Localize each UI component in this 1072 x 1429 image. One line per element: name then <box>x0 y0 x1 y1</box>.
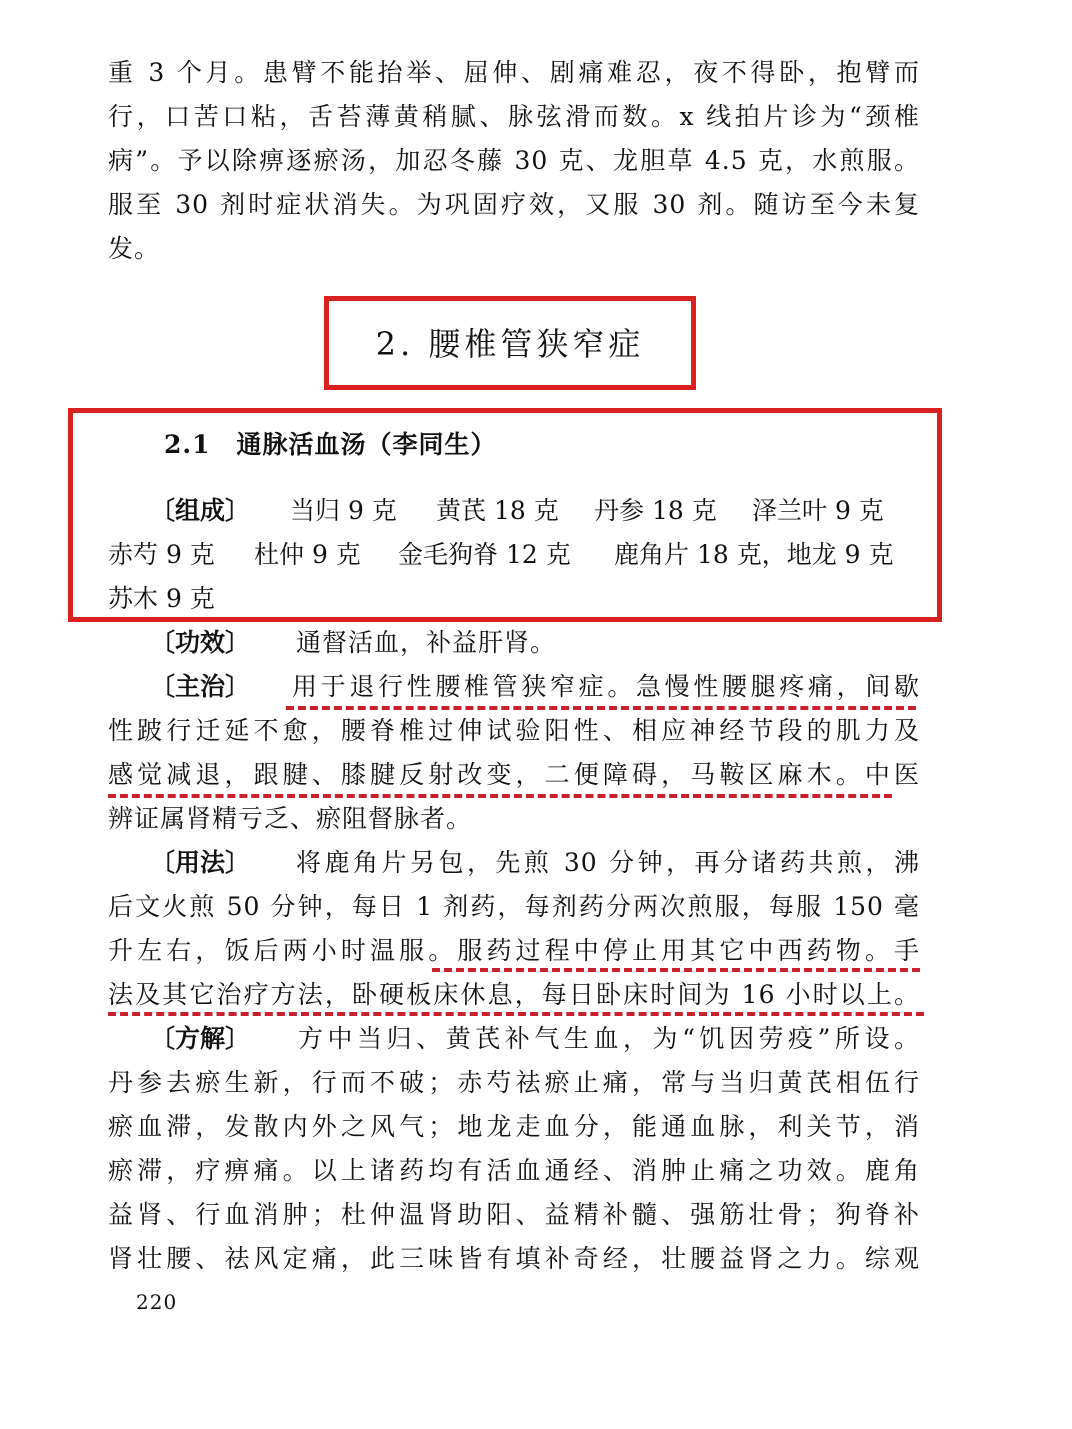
explanation-line-1: 方中当归、黄芪补气生血，为“饥因劳疫”所设。 <box>298 1024 920 1053</box>
explanation-line-4: 瘀滞，疗痹痛。以上诸药均有活血通经、消肿止痛之功效。鹿角 <box>108 1156 920 1185</box>
ingredient-danshen: 丹参 18 克 <box>594 496 717 525</box>
intro-line-1: 重 3 个月。患臂不能抬举、屈伸、剧痛难忍，夜不得卧，抱臂而 <box>108 58 920 87</box>
ingredient-huangqi: 黄芪 18 克 <box>436 496 559 525</box>
efficacy-text: 通督活血，补益肝肾。 <box>296 628 557 657</box>
efficacy-label: 〔功效〕 <box>150 628 251 657</box>
indication-line-3: 感觉减退，跟腱、膝腱反射改变，二便障碍，马鞍区麻木。中医 <box>108 760 920 789</box>
indication-label: 〔主治〕 <box>150 672 251 701</box>
ingredient-chishao: 赤芍 9 克 <box>108 540 215 569</box>
usage-underline-2 <box>108 1012 924 1016</box>
section-title: 2. 腰椎管狭窄症 <box>375 325 645 363</box>
ingredient-sumu: 苏木 9 克 <box>108 584 215 613</box>
usage-line-2: 后文火煎 50 分钟，每日 1 剂药，每剂药分两次煎服，每服 150 毫 <box>108 892 920 921</box>
usage-label: 〔用法〕 <box>150 848 251 877</box>
indication-underline-1 <box>286 706 916 710</box>
ingredient-goujI: 金毛狗脊 12 克 <box>398 540 571 569</box>
indication-line-1: 用于退行性腰椎管狭窄症。急慢性腰腿疼痛，间歇 <box>292 672 920 701</box>
indication-line-2: 性跛行迁延不愈，腰脊椎过伸试验阳性、相应神经节段的肌力及 <box>108 716 920 745</box>
formula-heading: 2.1 通脉活血汤（李同生） <box>164 430 497 459</box>
explanation-line-5: 益肾、行血消肿；杜仲温肾助阳、益精补髓、强筋壮骨；狗脊补 <box>108 1200 920 1229</box>
ingredient-lujiaopian-dilong: 鹿角片 18 克，地龙 9 克 <box>614 540 894 569</box>
explanation-line-2: 丹参去瘀生新，行而不破；赤芍祛瘀止痛，常与当归黄芪相伍行 <box>108 1068 920 1097</box>
ingredient-zelanye: 泽兰叶 9 克 <box>752 496 884 525</box>
page-number: 220 <box>136 1290 178 1314</box>
ingredient-duzhong: 杜仲 9 克 <box>254 540 361 569</box>
usage-line-3: 升左右，饭后两小时温服。服药过程中停止用其它中西药物。手 <box>108 936 920 965</box>
ingredient-danggui: 当归 9 克 <box>290 496 397 525</box>
intro-line-5: 发。 <box>108 234 161 263</box>
explanation-line-3: 瘀血滞，发散内外之风气；地龙走血分，能通血脉，利关节，消 <box>108 1112 920 1141</box>
indication-line-4: 辨证属肾精亏乏、瘀阻督脉者。 <box>108 804 473 833</box>
composition-label: 〔组成〕 <box>150 496 251 525</box>
indication-underline-2 <box>108 794 892 798</box>
usage-underline-1 <box>432 968 920 972</box>
intro-line-4: 服至 30 剂时症状消失。为巩固疗效，又服 30 剂。随访至今未复 <box>108 190 920 219</box>
usage-line-4: 法及其它治疗方法，卧硬板床休息，每日卧床时间为 16 小时以上。 <box>108 980 920 1009</box>
intro-line-2: 行，口苦口粘，舌苔薄黄稍腻、脉弦滑而数。x 线拍片诊为“颈椎 <box>108 102 920 131</box>
usage-line-1: 将鹿角片另包，先煎 30 分钟，再分诸药共煎，沸 <box>296 848 920 877</box>
explanation-line-6: 肾壮腰、祛风定痛，此三味皆有填补奇经，壮腰益肾之力。综观 <box>108 1244 920 1273</box>
explanation-label: 〔方解〕 <box>150 1024 251 1053</box>
intro-line-3: 病”。予以除痹逐瘀汤，加忍冬藤 30 克、龙胆草 4.5 克，水煎服。 <box>108 146 920 175</box>
